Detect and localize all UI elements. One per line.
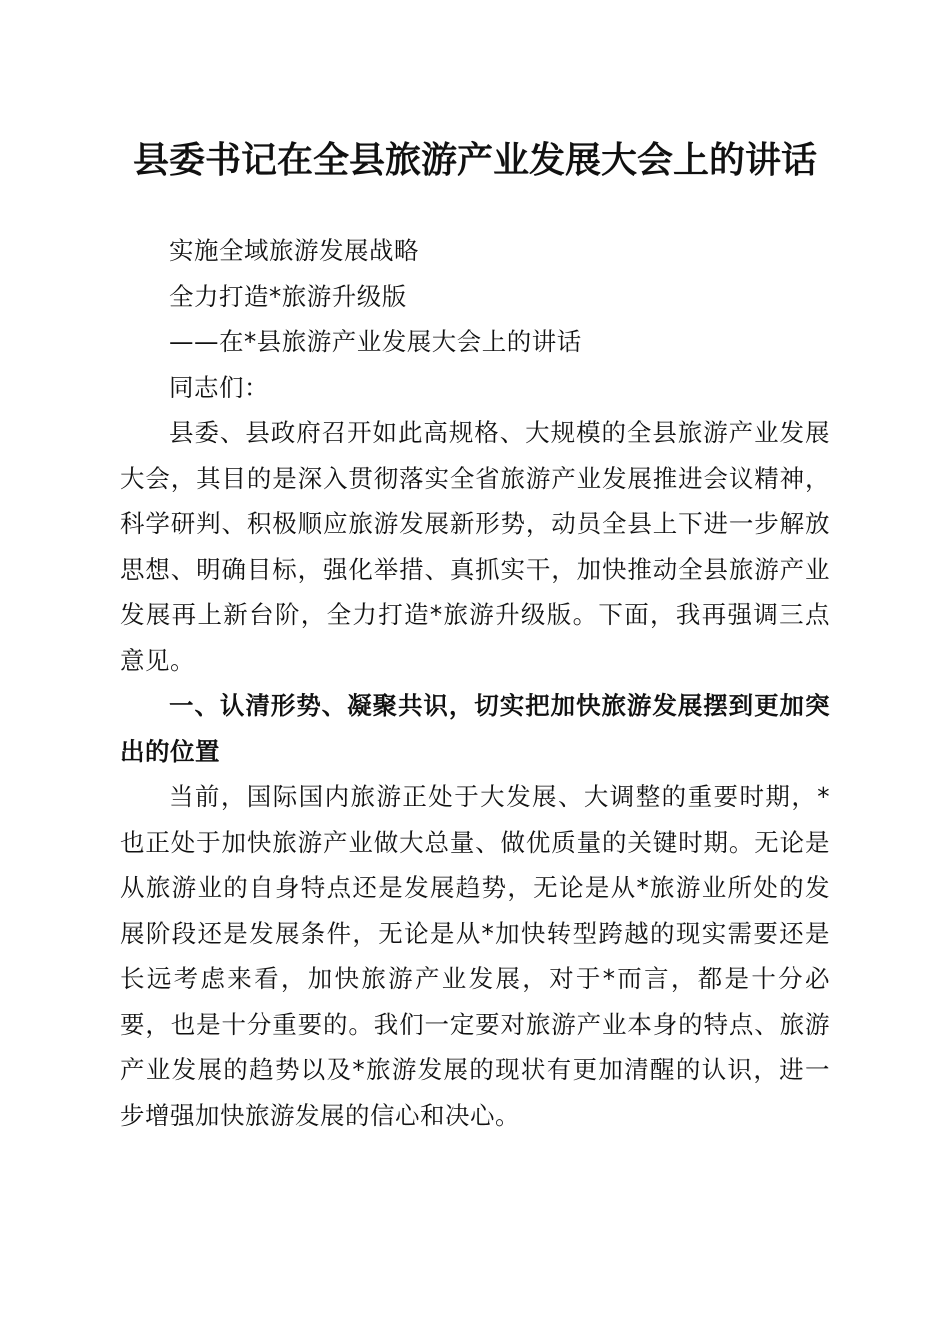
subtitle-line-2: 全力打造*旅游升级版 — [169, 281, 407, 311]
paragraph-section-1: 当前，国际国内旅游正处于大发展、大调整的重要时期，*也正处于加快旅游产业做大总量、做优质量的关键时期。无论是从旅游业的自身特点还是发展趋势，无论是从*旅游业所处的发展阶段还是发展条件，无论是从*加快转型跨越的现实需要还是长远考虑来看，加快旅游产业发展，对于*而言，都是十分必要，也是十分重要的。我们一定要对旅游产业本身的特点、旅游产业发展的趋势以及*旅游发展的现状有更加清醒的认识，进一步增强加快旅游发展的信心和决心。 — [120, 782, 830, 1130]
paragraph-intro: 县委、县政府召开如此高规格、大规模的全县旅游产业发展大会，其目的是深入贯彻落实全省旅游产业发展推进会议精神，科学研判、积极顺应旅游发展新形势，动员全县上下进一步解放思想、明确目标，强化举措、真抓实干，加快推动全县旅游产业发展再上新台阶，全力打造*旅游升级版。下面，我再强调三点意见。 — [120, 418, 830, 675]
document-body — [120, 228, 830, 1138]
salutation: 同志们： — [169, 372, 269, 402]
subtitle-line-3: ——在*县旅游产业发展大会上的讲话 — [169, 327, 582, 356]
section-heading-1: 一、认清形势、凝聚共识，切实把加快旅游发展摆到更加突出的位置 — [120, 691, 830, 766]
document-title: 县委书记在全县旅游产业发展大会上的讲话 — [132, 139, 817, 181]
subtitle-line-1: 实施全域旅游发展战略 — [169, 236, 419, 265]
